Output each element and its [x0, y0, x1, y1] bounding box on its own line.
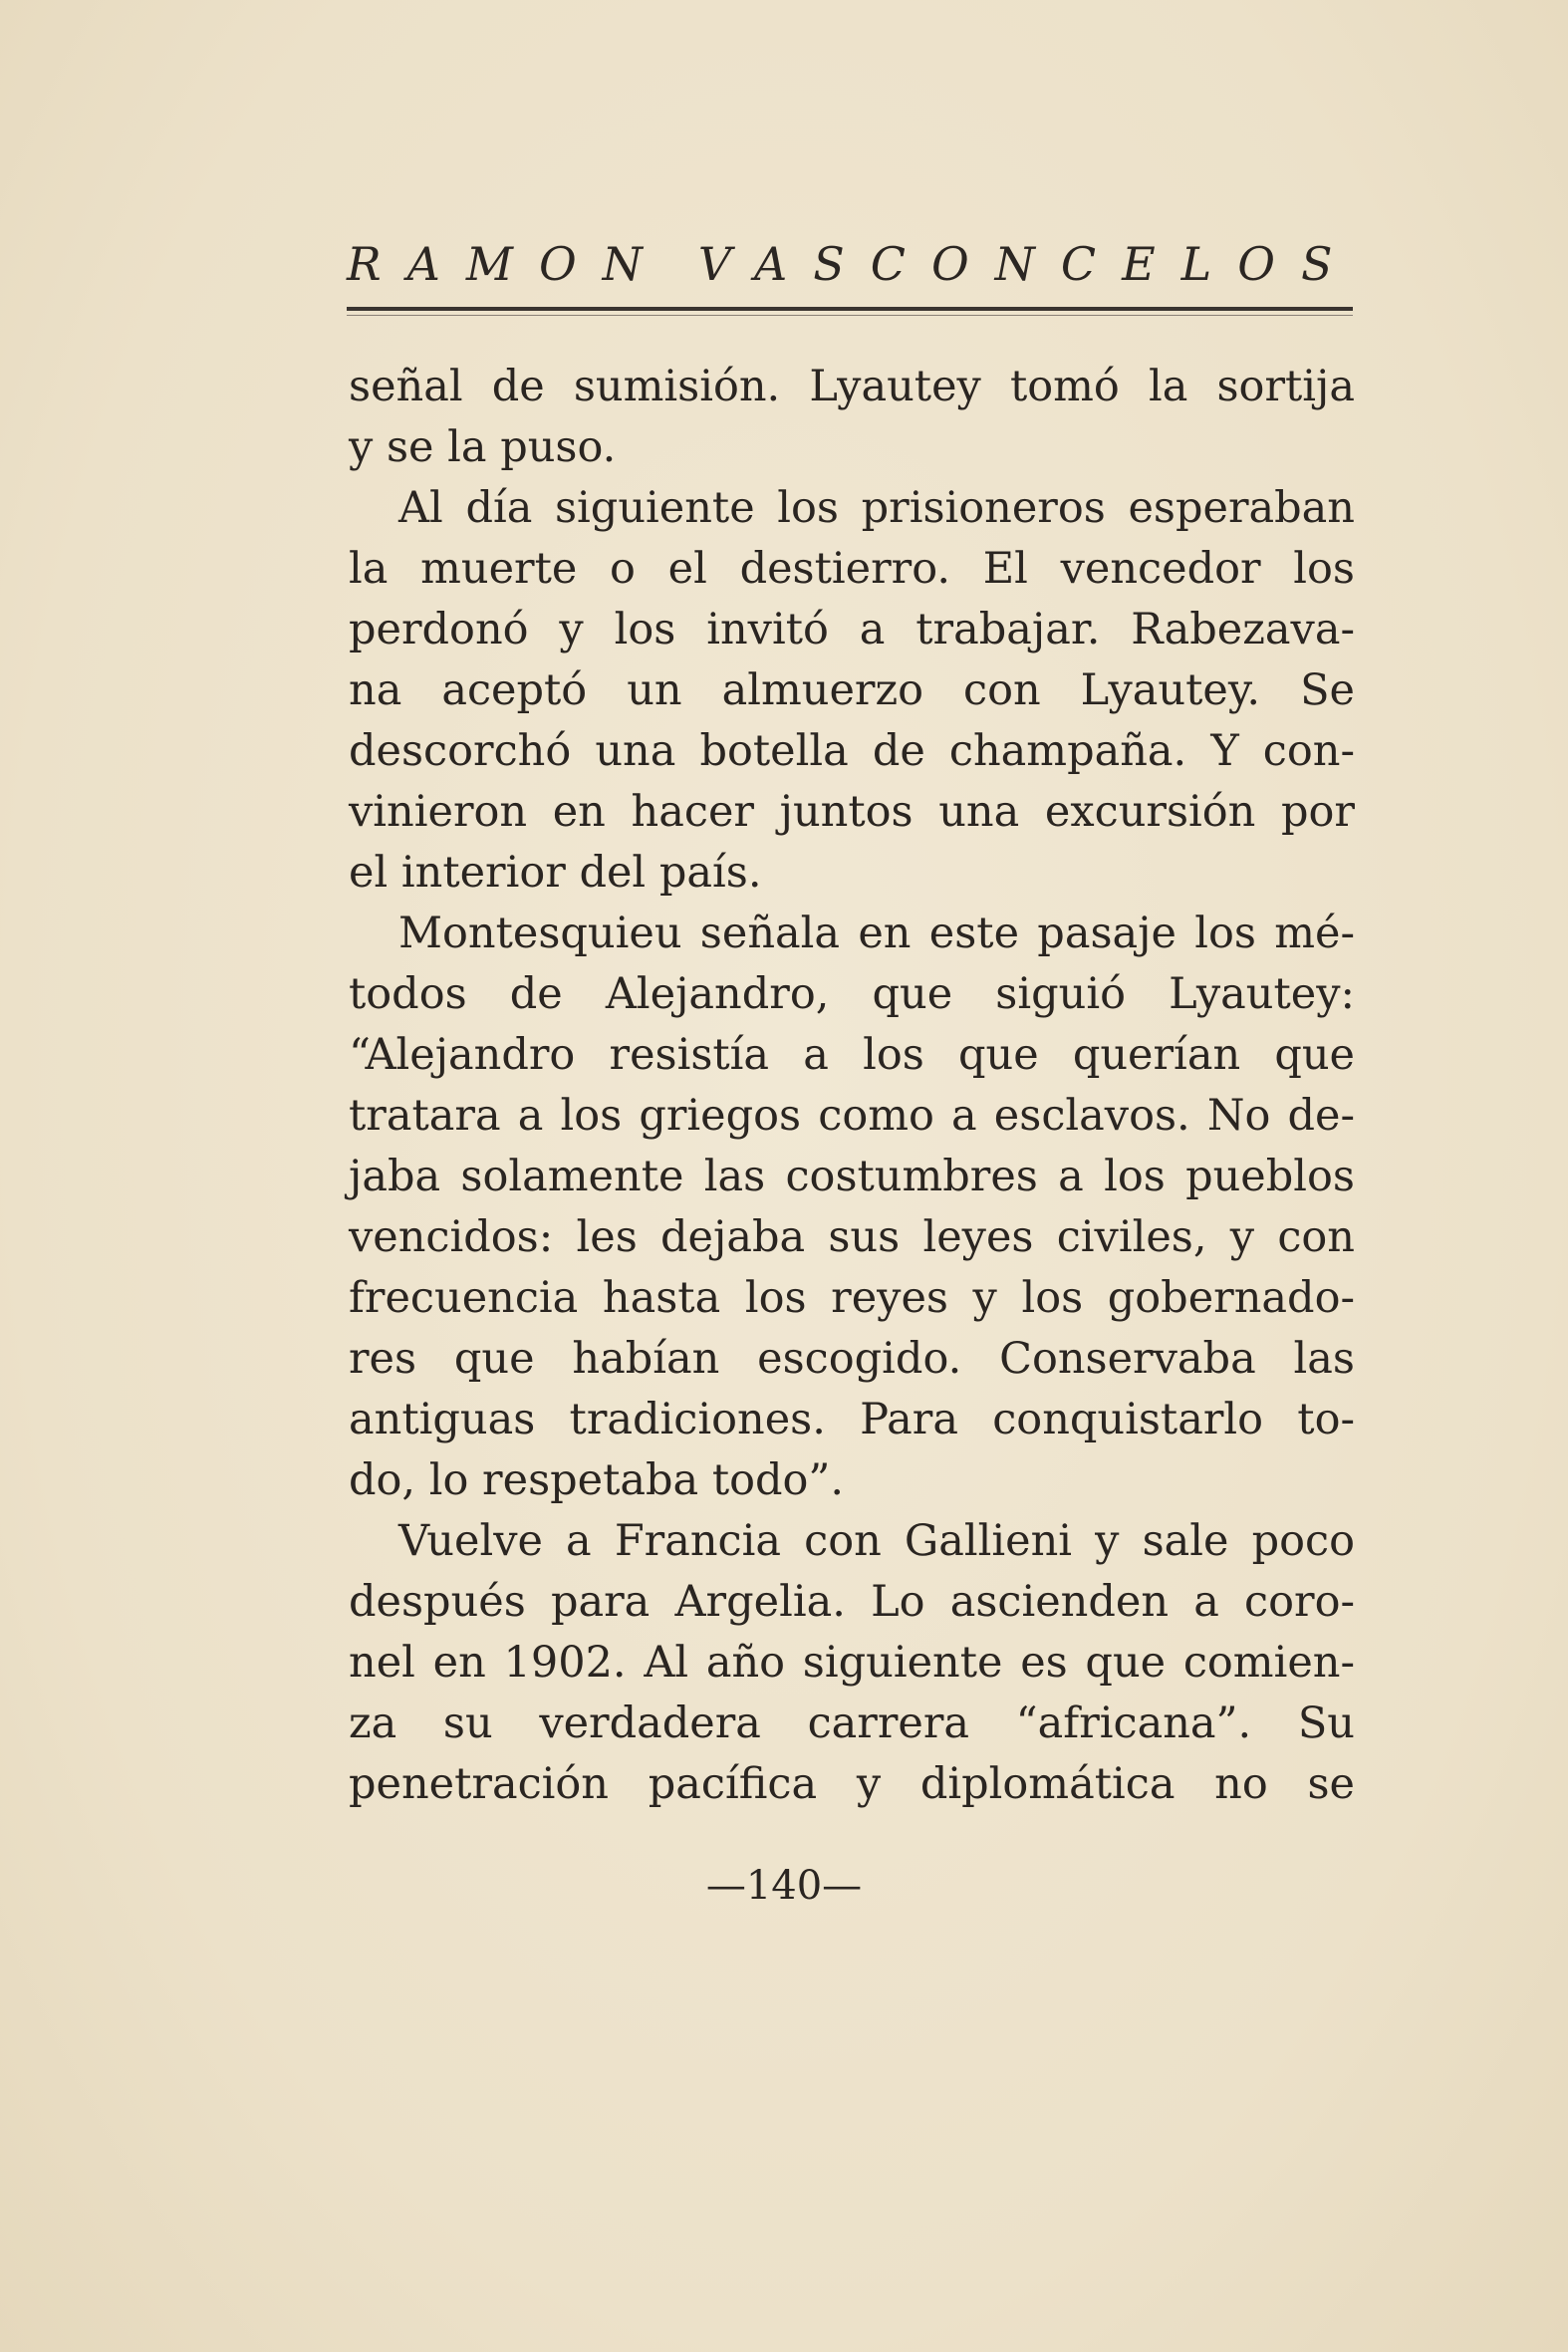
body-text — [349, 357, 1355, 1815]
text-line: na aceptó un almuerzo con Lyautey. Se — [349, 665, 1355, 715]
text-line: nel en 1902. Al año siguiente es que comien- — [349, 1638, 1355, 1688]
text-line: y se la puso. — [349, 422, 617, 472]
text-line: Vuelve a Francia con Gallieni y sale poco — [398, 1516, 1355, 1566]
running-head — [347, 237, 1359, 291]
text-line: antiguas tradiciones. Para conquistarlo to- — [349, 1395, 1355, 1444]
text-line: vinieron en hacer juntos una excursión por — [349, 787, 1355, 837]
text-line: Montesquieu señala en este pasaje los mé- — [398, 909, 1355, 958]
text-line: Al día siguiente los prisioneros esperaban — [398, 483, 1355, 533]
header-rule-thin — [347, 315, 1353, 316]
header-rule — [347, 307, 1353, 311]
text-line: después para Argelia. Lo ascienden a coro- — [349, 1577, 1355, 1627]
running-head-author-last: VASCONCELOS — [697, 237, 1359, 291]
text-line: señal de sumisión. Lyautey tomó la sortija — [349, 362, 1355, 411]
text-line: “Alejandro resistía a los que querían que — [349, 1030, 1355, 1080]
page-number: —140— — [705, 1863, 863, 1909]
text-line: frecuencia hasta los reyes y los gobernado- — [349, 1273, 1355, 1323]
text-line: vencidos: les dejaba sus leyes civiles, y con — [349, 1212, 1355, 1262]
text-line: la muerte o el destierro. El vencedor los — [349, 544, 1355, 594]
text-line: jaba solamente las costumbres a los pueblos — [349, 1152, 1355, 1201]
running-head-author-first: RAMON — [347, 237, 668, 291]
text-line: el interior del país. — [349, 848, 762, 898]
text-line: descorchó una botella de champaña. Y con- — [349, 726, 1355, 776]
text-line: za su verdadera carrera “africana”. Su — [349, 1699, 1355, 1748]
text-line: do, lo respetaba todo”. — [349, 1455, 845, 1505]
text-line: perdonó y los invitó a trabajar. Rabezava- — [349, 605, 1355, 654]
text-line: res que habían escogido. Conservaba las — [349, 1334, 1355, 1384]
text-line: todos de Alejandro, que siguió Lyautey: — [349, 969, 1355, 1019]
text-line: penetración pacífica y diplomática no se — [349, 1759, 1355, 1809]
text-line: tratara a los griegos como a esclavos. No de- — [349, 1091, 1355, 1141]
